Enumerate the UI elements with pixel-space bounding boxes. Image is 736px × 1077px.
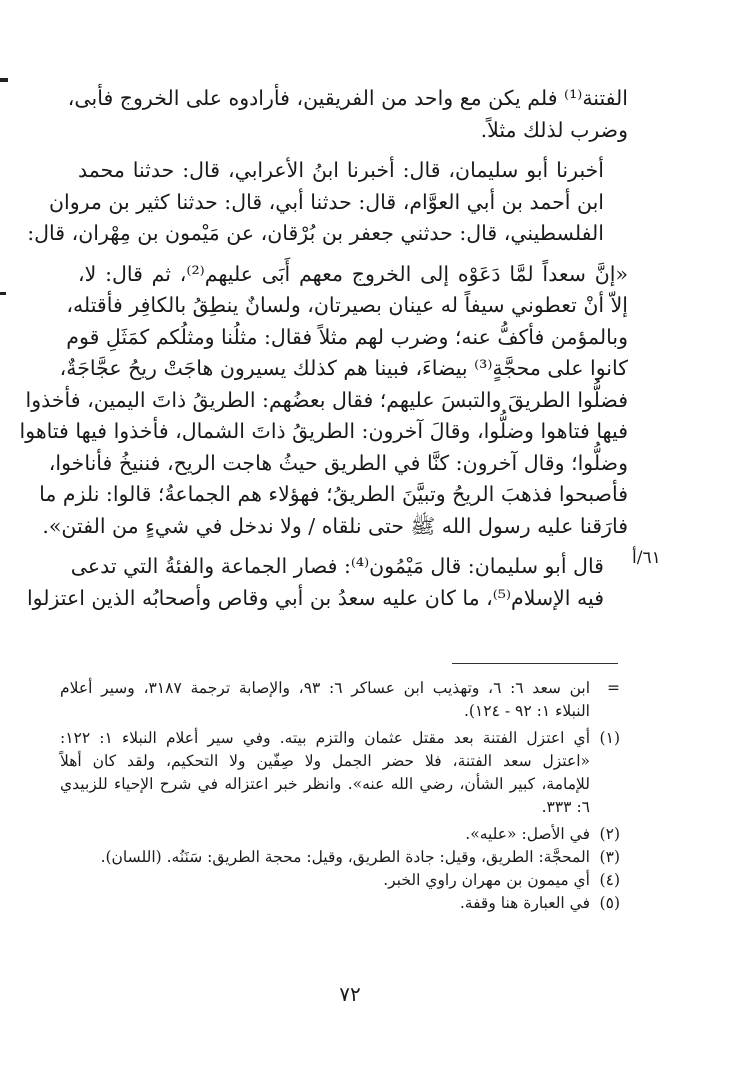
text-line: فيها فتاهوا وضلُّوا، وقالَ آخرون: الطريقُ ذاتَ الشمال، فأخذوا فيها فتاهوا xyxy=(19,419,628,443)
footnote xyxy=(60,846,620,869)
text-line: الفلسطيني، قال: حدثني جعفر بن بُرْقان، عن مَيْمون بن مِهْران، قال: xyxy=(27,221,604,245)
text-line: للإمامة، كبير الشأن، رضي الله عنه». وانظر خبر اعتزاله في شرح الإحياء للزبيدي xyxy=(60,775,590,793)
text-line: فيه الإسلام⁽⁵⁾، ما كان عليه سعدُ بن أبي وقاص وأصحابُه الذين اعتزلوا xyxy=(26,585,604,610)
footnote xyxy=(60,677,620,723)
manuscript-folio-marker: ٦١/أ xyxy=(632,548,661,568)
footnote-text xyxy=(60,892,590,915)
text-line: ٦: ٣٣٣. xyxy=(541,798,590,816)
footnote xyxy=(60,823,620,846)
footnote xyxy=(60,869,620,892)
footnote xyxy=(60,727,620,819)
text-line: وضرب لذلك مثلاً. xyxy=(480,117,628,142)
text-line: وضلُّوا؛ وقال آخرون: كنَّا في الطريق حيثُ هاجت الريح، فننيخُ فأناخوا، xyxy=(48,450,628,475)
footnote-text xyxy=(60,823,590,846)
text-line: في العبارة هنا وقفة. xyxy=(459,894,590,912)
footnote-number: (٣) xyxy=(599,848,620,866)
footnote-number: (٥) xyxy=(599,894,620,912)
paragraph xyxy=(67,83,628,146)
footnote-text xyxy=(60,846,590,869)
footnote xyxy=(60,892,620,915)
text-line: «اعتزل سعد الفتنة، فلا حضر الجمل ولا صِفّين ولا التحكيم، ولقد كان أهلاً xyxy=(60,752,590,770)
paragraph-quote xyxy=(19,259,628,543)
paragraph xyxy=(27,155,628,250)
text-line: فأصبحوا فذهبَ الريحُ وتبيَّنَ الطريقُ؛ فهؤلاء هم الجماعةُ؛ قالوا: نلزم ما xyxy=(39,482,628,506)
footnote-number: (٢) xyxy=(599,825,620,843)
page-number: ٧٢ xyxy=(339,982,361,1006)
main-text xyxy=(19,83,628,614)
text-line: ابن سعد ٦: ٦، وتهذيب ابن عساكر ٦: ٩٣، والإصابة ترجمة ٣١٨٧، وسير أعلام xyxy=(60,679,590,697)
text-line: النبلاء ١: ٩٢ - ١٢٤). xyxy=(463,702,590,720)
footnote-text xyxy=(60,677,590,723)
scan-edge-mark xyxy=(0,78,8,82)
text-line: أخبرنا أبو سليمان، قال: أخبرنا ابنُ الأعرابي، قال: حدثنا محمد xyxy=(78,158,604,182)
footnote-text xyxy=(60,869,590,892)
footnote-number: = xyxy=(607,679,620,697)
footnote-text xyxy=(60,727,590,819)
text-line: كانوا على محجَّةٍ⁽³⁾ بيضاءَ، فبينا هم كذلك يسيرون هاجَتْ ريحُ عجَّاجَةٌ، xyxy=(59,356,628,380)
text-line: الفتنة⁽¹⁾ فلم يكن مع واحد من الفريقين، فأرادوه على الخروج فأبى، xyxy=(67,86,628,110)
text-line: أي اعتزل الفتنة بعد مقتل عثمان والتزم بيته. وفي سير أعلام النبلاء ١: ١٢٢: xyxy=(60,729,590,747)
scan-edge-mark xyxy=(0,292,6,295)
footnotes xyxy=(60,677,620,915)
footnote-number: (١) xyxy=(599,729,620,747)
text-line: إلاّ أنْ تعطوني سيفاً له عينان بصيرتان، ولسانٌ ينطِقُ بالكافِر فأقتله، xyxy=(66,293,628,317)
footnote-number: (٤) xyxy=(599,871,620,889)
text-line: قال أبو سليمان: قال مَيْمُون⁽⁴⁾: فصار الجماعة والفئةُ التي تدعى xyxy=(70,554,604,578)
text-line: أي ميمون بن مهران راوي الخبر. xyxy=(383,871,590,889)
paragraph xyxy=(26,551,628,614)
text-line: في الأصل: «عليه». xyxy=(465,825,590,843)
text-line: المحجَّة: الطريق، وقيل: جادة الطريق، وقيل: محجة الطريق: سَنَنُه. (اللسان). xyxy=(100,848,590,866)
text-line: وبالمؤمن فأكفُّ عنه؛ وضرب لهم مثلاً فقال: مثلُنا ومثلُكم كمَثَلِ قوم xyxy=(66,324,628,349)
text-line: فضلُّوا الطريقَ والتبسَ عليهم؛ فقال بعضُهم: الطريقُ ذاتَ اليمين، فأخذوا xyxy=(25,387,628,412)
footnote-separator xyxy=(452,663,618,664)
text-line: فارَقنا عليه رسول الله ﷺ حتى نلقاه / ولا ندخل في شيءٍ من الفتن». xyxy=(42,513,628,538)
text-line: «إنَّ سعداً لمَّا دَعَوْه إلى الخروج معهم أَبَى عليهم⁽²⁾، ثم قال: لا، xyxy=(78,261,628,286)
text-line: ابن أحمد بن أبي العوَّام، قال: حدثنا أبي، قال: حدثنا كثير بن مروان xyxy=(48,189,604,214)
